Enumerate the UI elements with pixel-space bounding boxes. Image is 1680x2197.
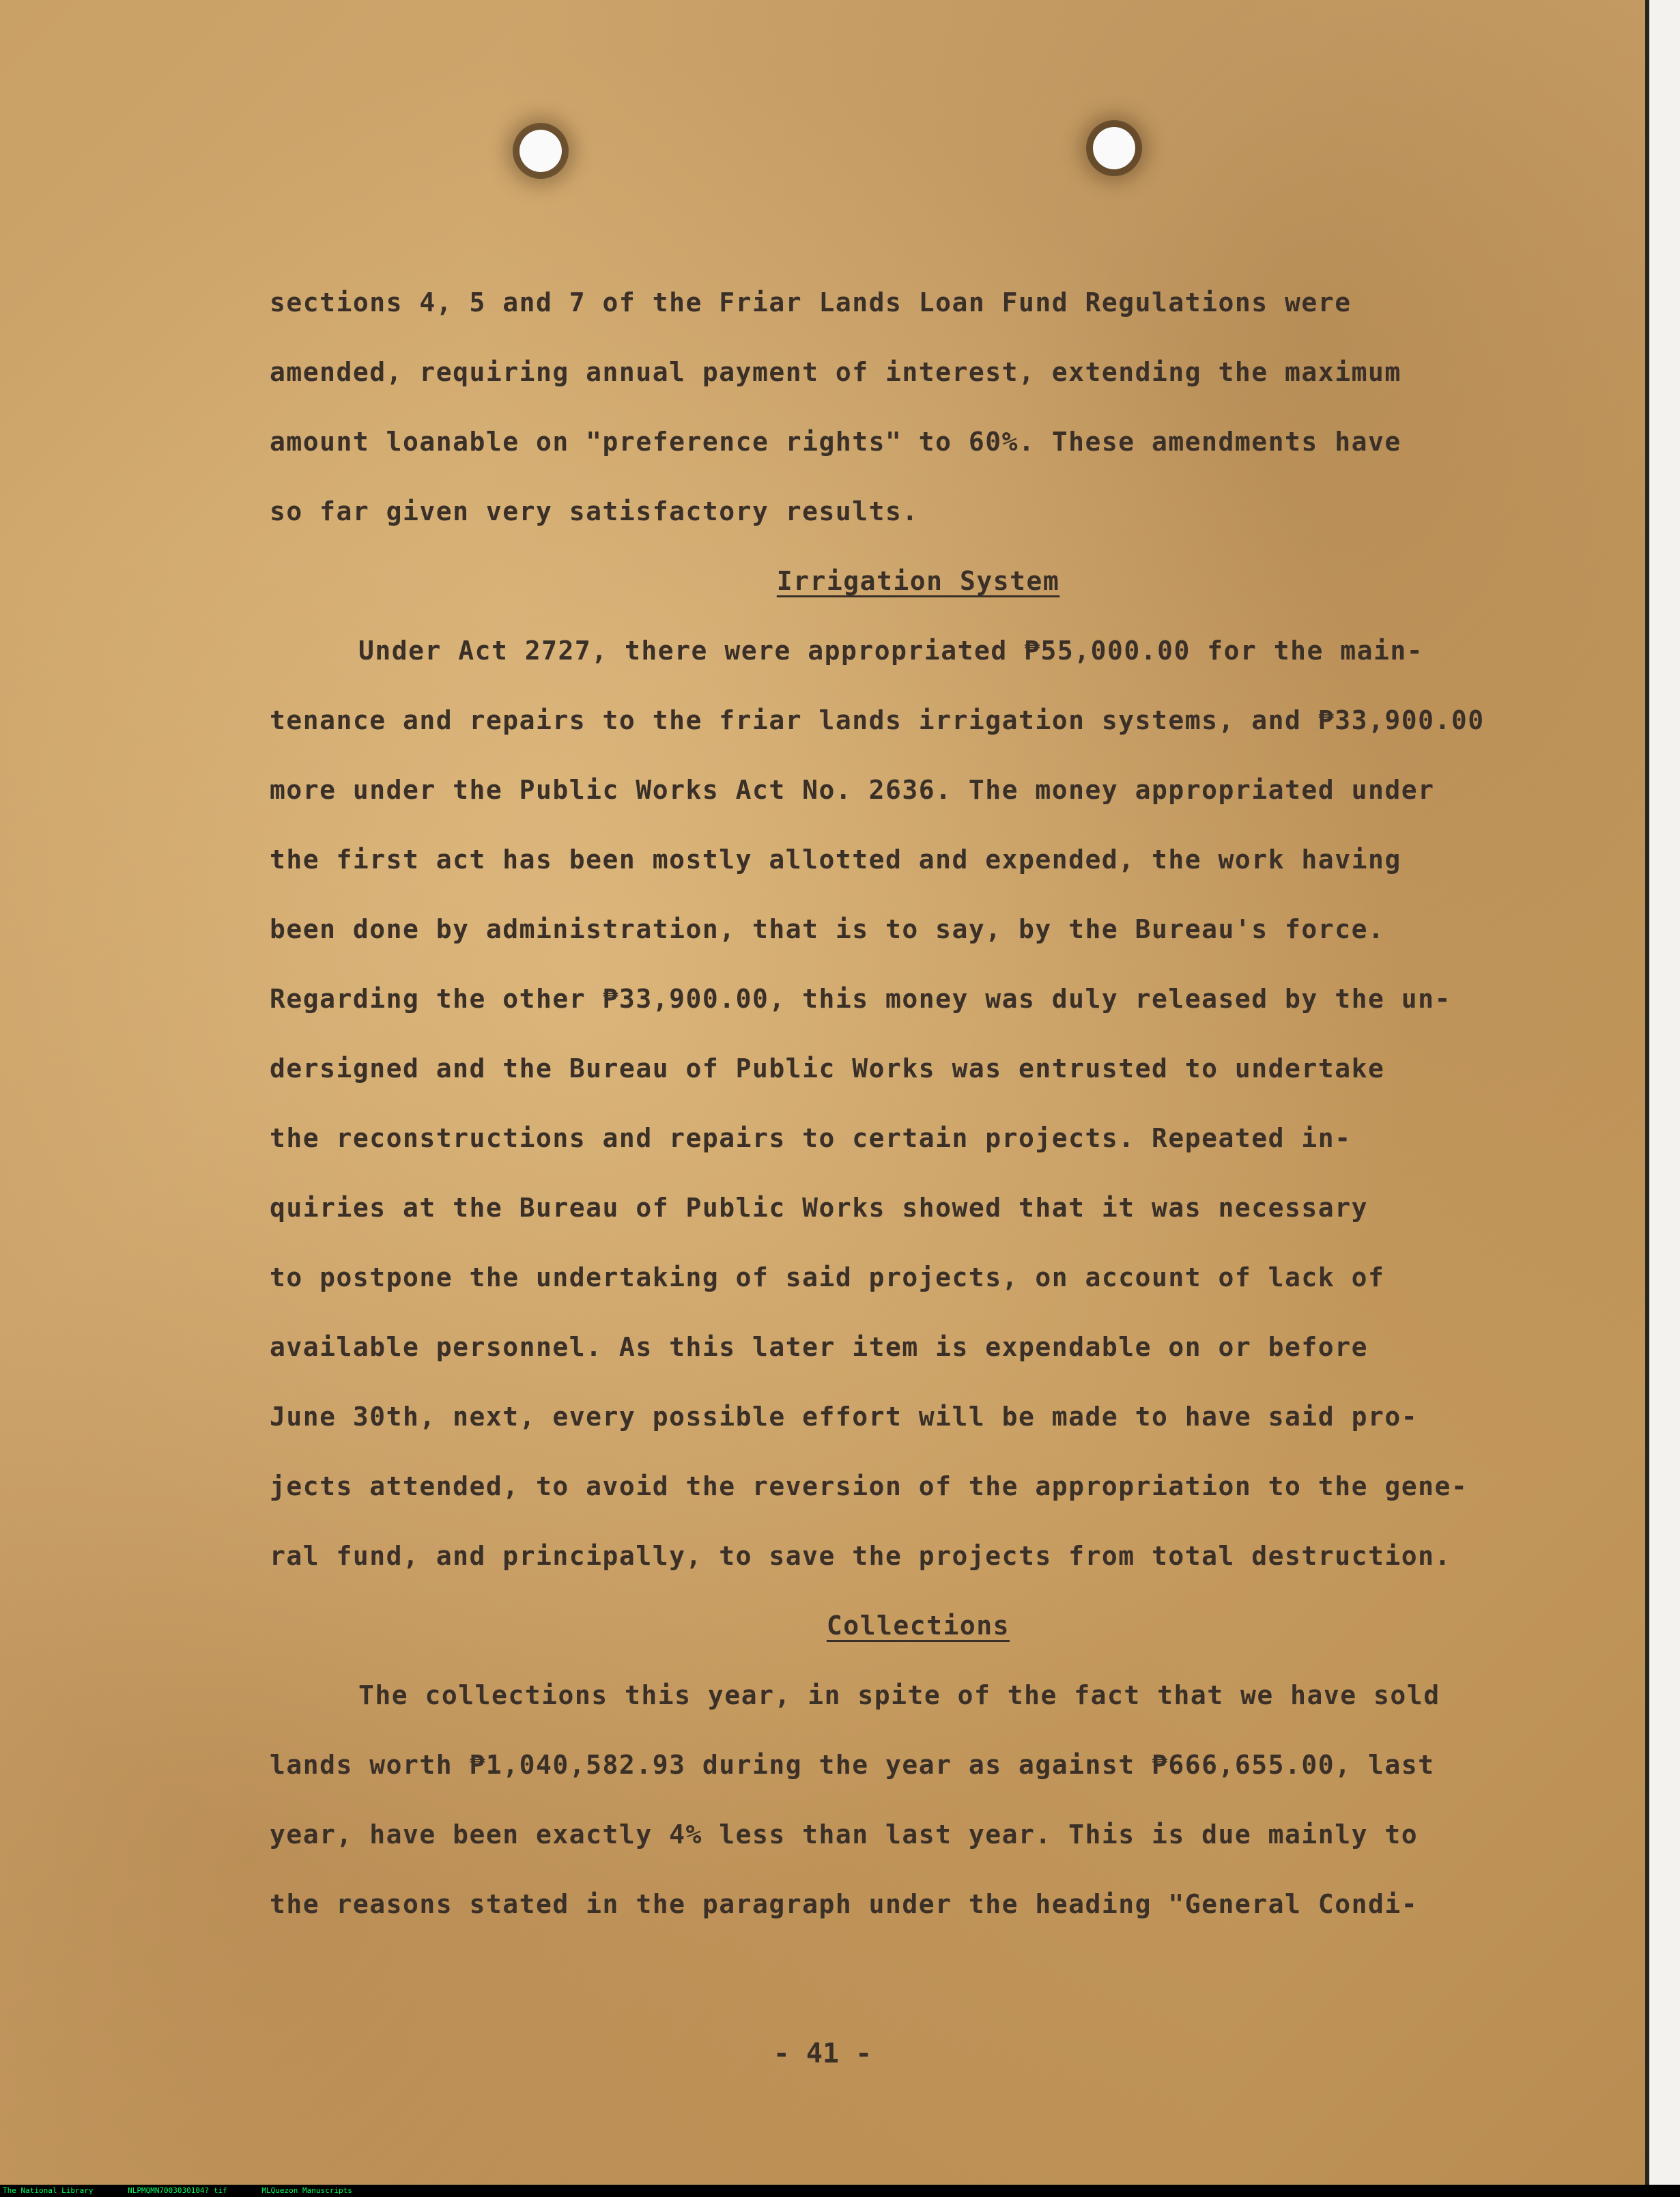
section-heading-text: Collections <box>826 1611 1010 1641</box>
text-line: to postpone the undertaking of said projects, on account of lack of <box>270 1262 1385 1292</box>
text-line: Regarding the other ₱33,900.00, this money was duly released by the un- <box>270 984 1451 1014</box>
punch-hole <box>519 130 562 172</box>
text-line: June 30th, next, every possible effort will be made to have said pro- <box>270 1402 1419 1432</box>
text-line: tenance and repairs to the friar lands irrigation systems, and ₱33,900.00 <box>270 705 1485 735</box>
footer-collection: MLQuezon Manuscripts <box>261 2186 352 2195</box>
text-line: ral fund, and principally, to save the projects from total destruction. <box>270 1541 1451 1571</box>
footer-library: The National Library <box>3 2186 94 2195</box>
section-heading-text: Irrigation System <box>776 566 1060 596</box>
footer-file: NLPMQMN7003030104? tif <box>128 2186 227 2195</box>
text-line: amended, requiring annual payment of interest, extending the maximum <box>270 357 1401 387</box>
text-line: The collections this year, in spite of the fact that we have sold <box>358 1680 1440 1710</box>
text-line: available personnel. As this later item is expendable on or before <box>270 1332 1368 1362</box>
scan-edge <box>1645 0 1680 2185</box>
text-line: so far given very satisfactory results. <box>270 496 919 526</box>
page-number: - 41 - <box>773 2038 872 2069</box>
text-line: quiries at the Bureau of Public Works showed that it was necessary <box>270 1193 1368 1223</box>
text-line: year, have been exactly 4% less than last year. This is due mainly to <box>270 1819 1419 1849</box>
text-line: lands worth ₱1,040,582.93 during the year as against ₱666,655.00, last <box>270 1750 1435 1780</box>
document-body <box>270 268 1567 1939</box>
text-line: the reconstructions and repairs to certain projects. Repeated in- <box>270 1123 1352 1153</box>
section-heading <box>270 546 1567 616</box>
text-line: the reasons stated in the paragraph under the heading "General Condi- <box>270 1889 1419 1919</box>
text-line: more under the Public Works Act No. 2636. The money appropriated under <box>270 775 1435 805</box>
text-line: sections 4, 5 and 7 of the Friar Lands Loan Fund Regulations were <box>270 287 1352 317</box>
text-line: been done by administration, that is to say, by the Bureau's force. <box>270 914 1385 944</box>
text-line: jects attended, to avoid the reversion of the appropriation to the gene- <box>270 1471 1468 1501</box>
section-heading <box>270 1591 1567 1660</box>
text-line: the first act has been mostly allotted and expended, the work having <box>270 845 1401 875</box>
text-line: Under Act 2727, there were appropriated ₱55,000.00 for the main- <box>358 636 1424 666</box>
punch-hole <box>1093 127 1135 169</box>
text-line: dersigned and the Bureau of Public Works was entrusted to undertake <box>270 1053 1385 1083</box>
text-line: amount loanable on "preference rights" to 60%. These amendments have <box>270 427 1401 457</box>
scan-footer <box>0 2185 1680 2197</box>
